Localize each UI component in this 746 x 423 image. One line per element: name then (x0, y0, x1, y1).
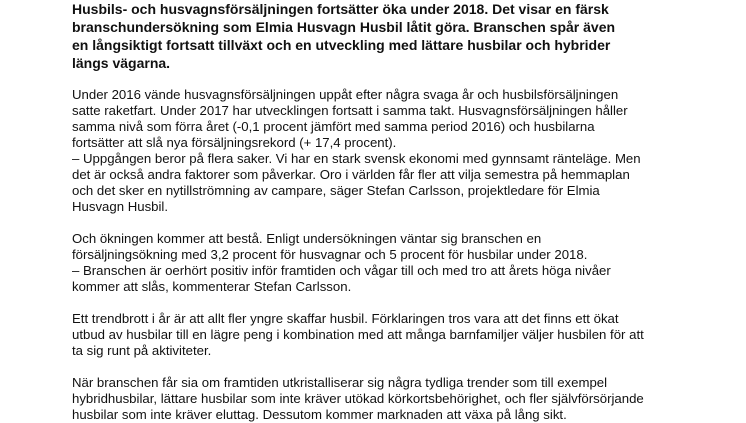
lead-line: längs vägarna. (72, 55, 171, 71)
paragraph-future-trends (72, 375, 644, 423)
paragraph-line: samma nivå som förra året (-0,1 procent jämfört med samma period 2016) och husbilarna (72, 119, 595, 134)
paragraph-line: ta sig runt på aktiviteter. (72, 343, 212, 358)
paragraph-line: och det sker en nytillströmning av campare, säger Stefan Carlsson, projektledare för Elmia (72, 183, 600, 198)
lead-line: Husbils- och husvagnsförsäljningen fortsätter öka under 2018. Det visar en färsk (72, 1, 609, 17)
paragraph-line: – Uppgången beror på flera saker. Vi har en stark svensk ekonomi med gynnsamt ränteläge. Men (72, 151, 641, 166)
paragraph-line: När branschen får sia om framtiden utkristalliserar sig några tydliga trender som till exempel (72, 375, 608, 390)
paragraph-line: fortsätter att slå nya försäljningsrekord (+ 17,4 procent). (72, 135, 397, 150)
paragraph-sales-2016-2017 (72, 87, 641, 215)
paragraph-line: Under 2016 vände husvagnsförsäljningen uppåt efter några svaga år och husbilsförsäljningen (72, 87, 619, 102)
paragraph-line: Och ökningen kommer att bestå. Enligt undersökningen väntar sig branschen en (72, 231, 542, 246)
paragraph-line: Husvagn Husbil. (72, 199, 169, 214)
paragraph-line: satte raketfart. Under 2017 har utvecklingen fortsatt i samma takt. Husvagnsförsäljningen håller (72, 103, 628, 118)
paragraph-line: Ett trendbrott i år är att allt fler yngre skaffar husbil. Förklaringen tros vara att det finns ett ökat (72, 311, 619, 326)
paragraph-line: kommer att slås, kommenterar Stefan Carlsson. (72, 279, 352, 294)
paragraph-line: hybridhusbilar, lättare husbilar som inte kräver utökad körkortsbehörighet, och fler självförsörjande (72, 391, 644, 406)
paragraph-younger-buyers (72, 311, 644, 359)
paragraph-line: försäljningsökning med 3,2 procent för husvagnar och 5 procent för husbilar under 2018. (72, 247, 588, 262)
paragraph-line: utbud av husbilar till en lägre peng i kombination med att många barnfamiljer väljer husbilen för att (72, 327, 644, 342)
lead-line: branschundersökning som Elmia Husvagn Husbil låtit göra. Branschen spår även (72, 19, 616, 35)
document-page (72, 0, 712, 422)
article-lead (72, 0, 712, 72)
paragraph-line: det är också andra faktorer som påverkar. Oro i världen får fler att vilja semestra på hemmaplan (72, 167, 630, 182)
lead-line: en långsiktigt fortsatt tillväxt och en utveckling med lättare husbilar och hybrider (72, 37, 611, 53)
paragraph-forecast-2018 (72, 231, 611, 295)
paragraph-line: – Branschen är oerhört positiv inför framtiden och vågar till och med tro att årets höga nivåer (72, 263, 611, 278)
paragraph-line: husbilar som inte kräver eluttag. Dessutom kommer marknaden att växa på lång sikt. (72, 407, 567, 422)
